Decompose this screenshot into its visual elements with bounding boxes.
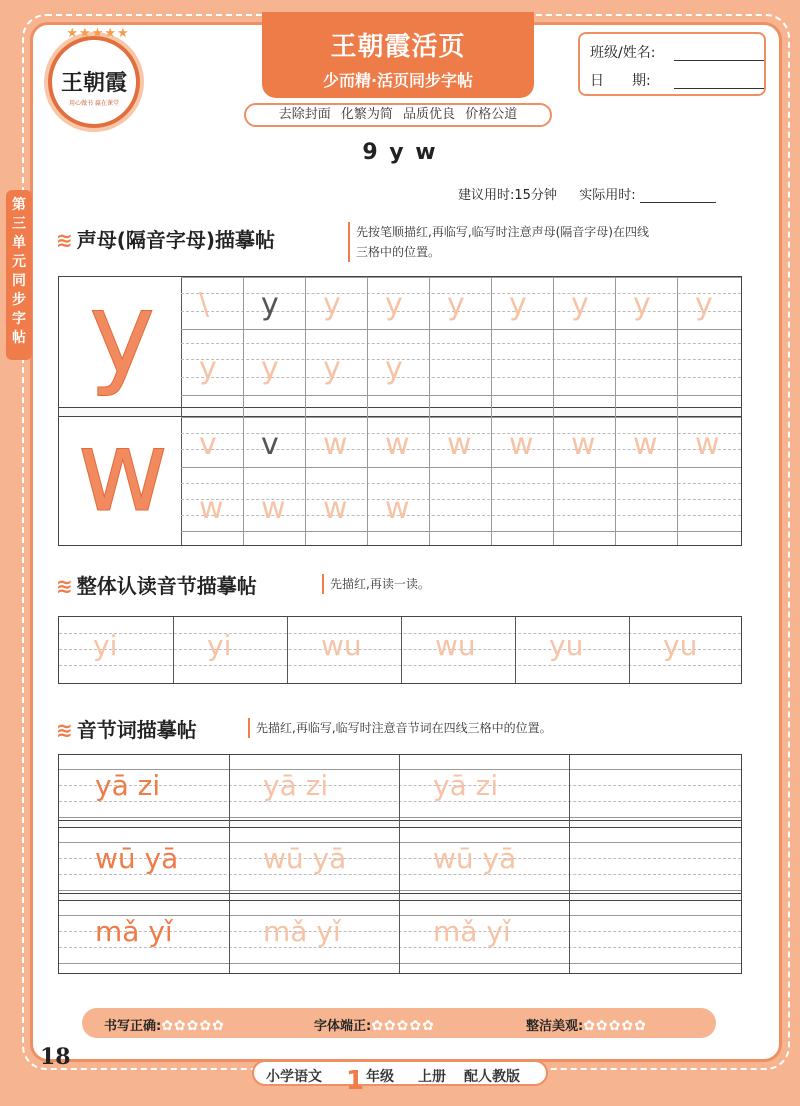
section1-heading — [56, 224, 275, 253]
model-letter-y: y — [89, 269, 156, 399]
rating-clean — [526, 1015, 647, 1034]
column-divider — [181, 277, 182, 545]
trace-letter: w — [261, 491, 286, 526]
model-word: wū yā — [95, 842, 179, 875]
rating-neat — [314, 1015, 435, 1034]
slogan: 去除封面 化繁为简 品质优良 价格公道 — [244, 103, 552, 127]
trace-letter: y — [447, 287, 465, 322]
trace-word: yā zi — [433, 769, 499, 802]
class-name-row — [590, 42, 760, 64]
side-tab-char: 同 — [12, 273, 26, 289]
trace-letter: v — [261, 427, 279, 462]
trace-letter: y — [695, 287, 713, 322]
brand-logo — [48, 26, 140, 128]
trace-word: mǎ yǐ — [433, 915, 511, 948]
flower-rating-icon[interactable]: ✿✿✿✿✿ — [583, 1018, 647, 1034]
syllable-trace: yu — [549, 629, 584, 662]
rating-bar — [82, 1008, 716, 1038]
flower-rating-icon[interactable]: ✿✿✿✿✿ — [161, 1018, 225, 1034]
trace-word: yā zi — [263, 769, 329, 802]
actual-time-label: 实际用时: — [579, 188, 636, 203]
consonant-grid — [58, 269, 742, 546]
student-info-box — [578, 32, 766, 96]
trace-letter: \ — [199, 287, 210, 322]
date-field[interactable] — [674, 88, 764, 89]
row-divider — [59, 893, 741, 901]
side-tab-char: 单 — [12, 235, 26, 251]
word-grid — [58, 754, 742, 974]
footer-edition: 配人教版 — [464, 1069, 520, 1085]
syllable-trace: wu — [321, 629, 362, 662]
syllable-trace: yi — [93, 629, 118, 662]
syllable-trace: yi — [207, 629, 232, 662]
trace-word: wū yā — [433, 842, 517, 875]
footer-subject: 小学语文 — [266, 1069, 322, 1085]
actual-time-field[interactable] — [640, 189, 716, 203]
trace-word: wū yā — [263, 842, 347, 875]
side-tab-char: 元 — [12, 254, 26, 270]
model-word: mǎ yǐ — [95, 915, 173, 948]
footer-grade-number: 1 — [346, 1066, 365, 1096]
section2-note: 先描红,再读一读。 — [322, 574, 622, 594]
suggested-time: 建议用时:15分钟 — [458, 188, 557, 203]
trace-letter: w — [571, 427, 596, 462]
logo-subtext: 用心做书 赢在课堂 — [69, 100, 119, 107]
trace-letter: w — [323, 427, 348, 462]
logo-text: 王朝霞 — [60, 70, 127, 96]
trace-letter: y — [323, 351, 341, 386]
unit-side-tab-label — [6, 196, 32, 348]
trace-letter: w — [199, 491, 224, 526]
trace-letter: v — [199, 427, 217, 462]
page-number: 18 — [40, 1044, 71, 1070]
section3-title: 音节词描摹帖 — [76, 718, 197, 742]
series-title: 王朝霞活页 — [330, 32, 466, 62]
wave-icon: ≋ — [56, 718, 73, 742]
flower-rating-icon[interactable]: ✿✿✿✿✿ — [371, 1018, 435, 1034]
trace-letter: w — [695, 427, 720, 462]
section2-title: 整体认读音节描摹帖 — [76, 574, 257, 598]
rating-neat-label: 字体端正: — [314, 1019, 372, 1034]
trace-letter: w — [447, 427, 472, 462]
rating-clean-label: 整洁美观: — [526, 1019, 584, 1034]
footer-grade: 年级 — [366, 1069, 394, 1085]
row-divider — [59, 820, 741, 828]
trace-letter: y — [199, 351, 217, 386]
section1-note — [348, 222, 748, 262]
side-tab-char: 三 — [12, 216, 26, 232]
model-letter-w: w — [77, 407, 169, 537]
side-tab-char: 第 — [12, 197, 26, 213]
class-name-field[interactable] — [674, 60, 764, 61]
title-banner — [262, 12, 534, 98]
section3-heading — [56, 714, 197, 743]
syllable-grid — [58, 616, 742, 684]
section3-note: 先描红,再临写,临写时注意音节词在四线三格中的位置。 — [248, 718, 728, 738]
logo-stars-icon: ★★★★★ — [66, 26, 130, 41]
wave-icon: ≋ — [56, 228, 73, 252]
class-name-label: 班级/姓名: — [590, 45, 656, 61]
trace-letter: y — [323, 287, 341, 322]
section1-title: 声母(隔音字母)描摹帖 — [76, 228, 276, 252]
section1-note-line1: 先按笔顺描红,再临写,临写时注意声母(隔音字母)在四线 — [356, 225, 649, 239]
syllable-trace: yu — [663, 629, 698, 662]
trace-letter: y — [509, 287, 527, 322]
trace-word: mǎ yǐ — [263, 915, 341, 948]
syllable-trace: wu — [435, 629, 476, 662]
section1-note-line2: 三格中的位置。 — [356, 245, 441, 259]
trace-letter: y — [571, 287, 589, 322]
trace-letter: w — [509, 427, 534, 462]
footer-label — [252, 1060, 548, 1096]
unit-side-tab — [6, 190, 32, 360]
side-tab-char: 字 — [12, 311, 26, 327]
rating-correct — [104, 1015, 225, 1034]
time-line — [458, 184, 758, 203]
trace-letter: y — [261, 287, 279, 322]
lesson-title: 9 y w — [362, 140, 438, 165]
model-word: yā zi — [95, 769, 161, 802]
trace-letter: w — [385, 491, 410, 526]
wave-icon: ≋ — [56, 574, 73, 598]
section2-heading — [56, 570, 257, 599]
trace-letter: y — [261, 351, 279, 386]
date-row — [590, 70, 760, 92]
trace-letter: y — [385, 351, 403, 386]
date-label: 日 期: — [590, 73, 651, 89]
trace-letter: y — [633, 287, 651, 322]
trace-letter: w — [323, 491, 348, 526]
footer-volume: 上册 — [418, 1069, 446, 1085]
rating-correct-label: 书写正确: — [104, 1019, 162, 1034]
trace-letter: y — [385, 287, 403, 322]
side-tab-char: 步 — [12, 292, 26, 308]
side-tab-char: 帖 — [12, 330, 26, 346]
series-subtitle: 少而精·活页同步字帖 — [322, 71, 474, 90]
trace-letter: w — [385, 427, 410, 462]
trace-letter: w — [633, 427, 658, 462]
